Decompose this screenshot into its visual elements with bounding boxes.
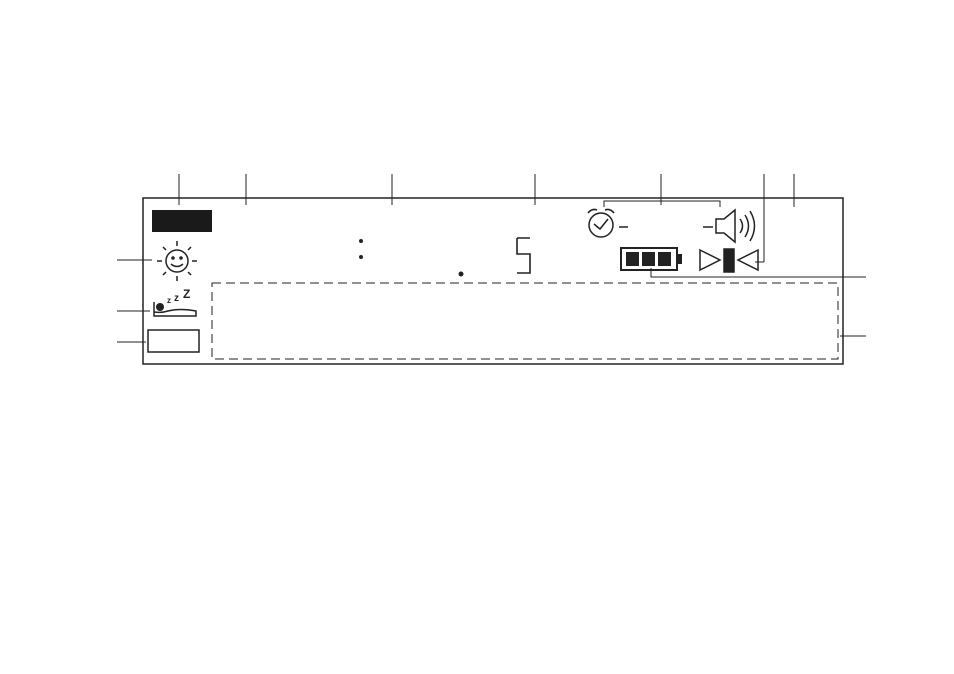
alarm-clock-icon [588,209,614,237]
sleep-snooze-icon [154,287,196,316]
frequency-small-digit [517,238,530,273]
step-indicator [148,330,199,352]
leader-lines [117,174,866,342]
svg-text:Z: Z [183,287,191,301]
lcd-frame [143,198,843,364]
svg-text:z: z [167,296,171,305]
sun-icon [157,241,197,281]
stereo-indicator [152,210,212,232]
svg-text:z: z [174,293,179,304]
dial-scale-border [212,283,838,359]
digit-colon-dots [359,239,464,277]
battery-icon [621,248,682,270]
tuning-indicator-icon [700,249,758,272]
speaker-icon [716,210,755,242]
